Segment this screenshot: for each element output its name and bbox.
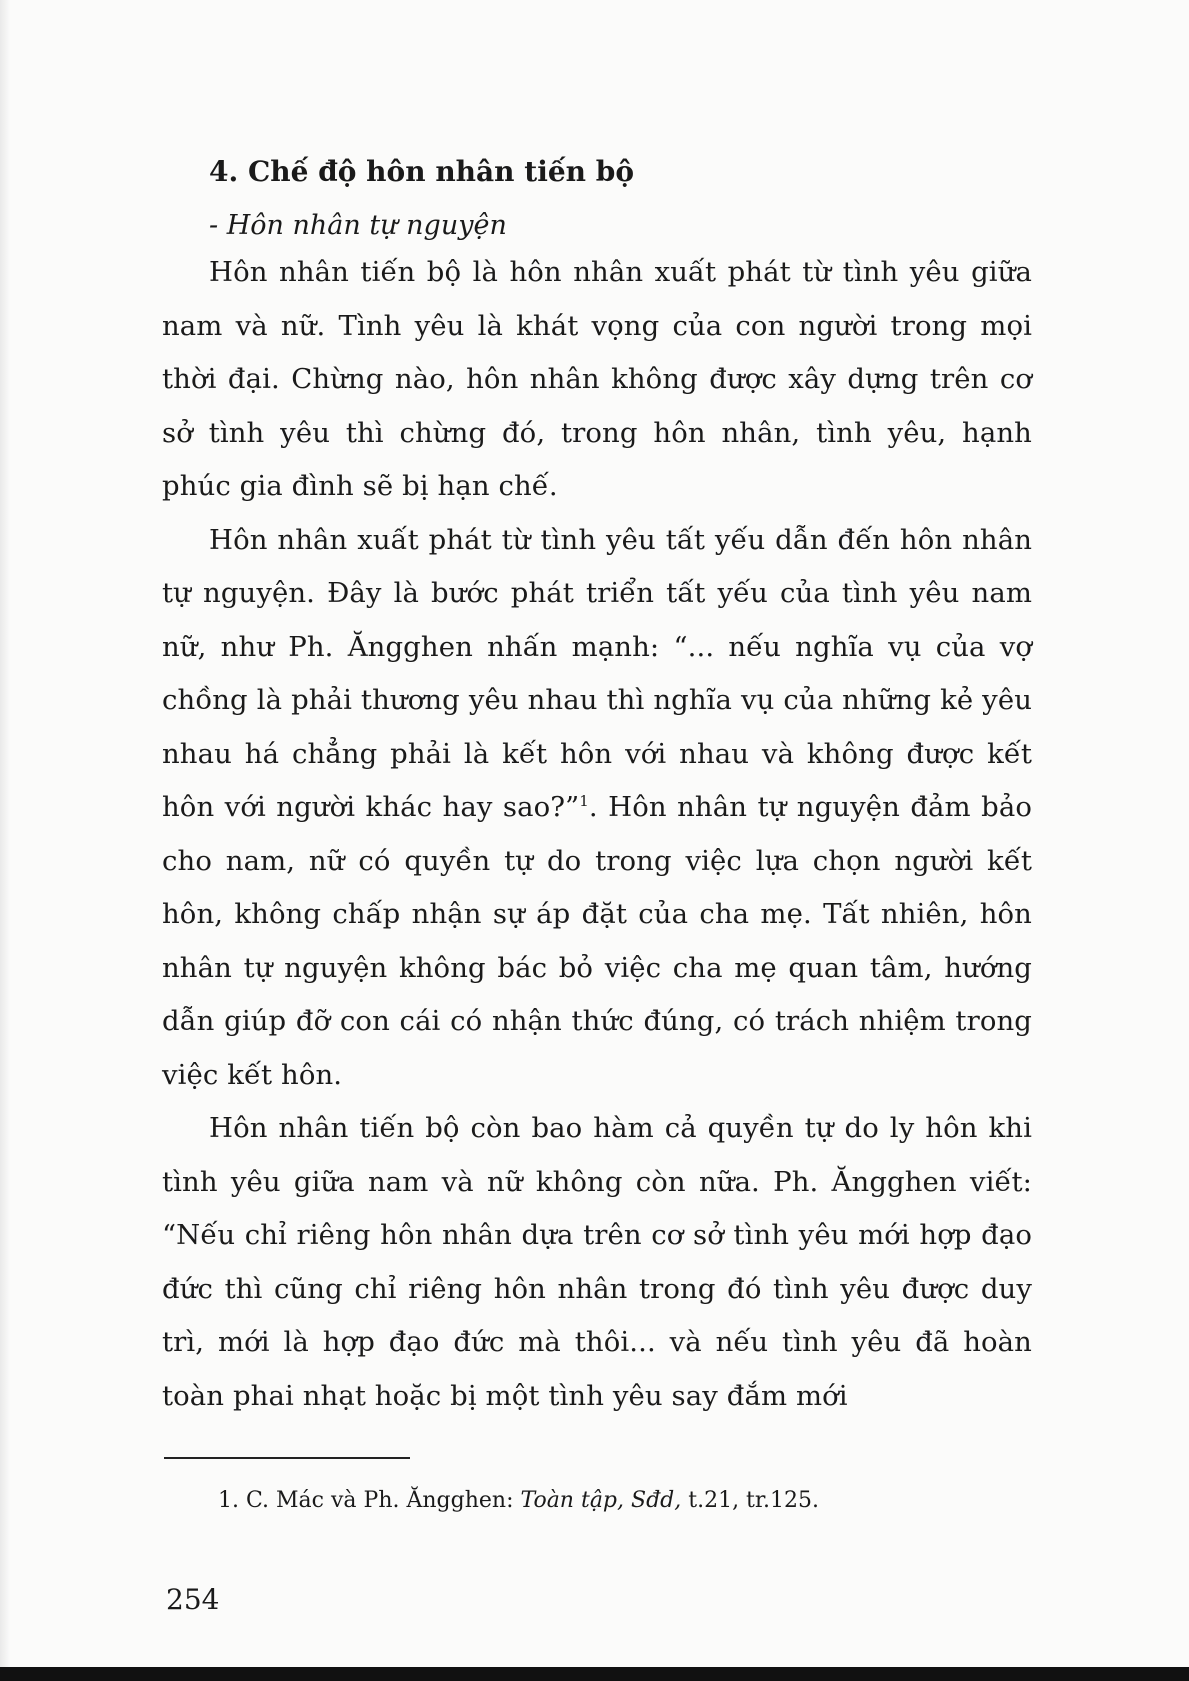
footnote-location: t.21, tr.125. [688, 1488, 819, 1513]
paragraph-2 [162, 514, 1032, 1103]
section-heading: 4. Chế độ hôn nhân tiến bộ [209, 155, 635, 188]
footnote-work-title: Toàn tập, Sđd, [520, 1488, 682, 1513]
section-subheading: - Hôn nhân tự nguyện [209, 210, 507, 241]
paragraph-2-part-1: Hôn nhân xuất phát từ tình yêu tất yếu dẫn đến hôn nhân tự nguyện. Đây là bước phát triển tất yếu của tình yêu nam nữ, như Ph. Ăngghen nhấn mạnh: “... nếu nghĩa vụ của vợ chồng là phải thương yêu nhau thì nghĩa vụ của những kẻ yêu nhau há chẳng phải là kết hôn với nhau và không được kết hôn với người khác hay sao?” [162, 523, 1032, 823]
footnote-marker: 1 [579, 791, 589, 810]
paragraph-3: Hôn nhân tiến bộ còn bao hàm cả quyền tự do ly hôn khi tình yêu giữa nam và nữ không còn nữa. Ph. Ăngghen viết: “Nếu chỉ riêng hôn nhân dựa trên cơ sở tình yêu mới hợp đạo đức thì cũng chỉ riêng hôn nhân trong đó tình yêu được duy trì, mới là hợp đạo đức mà thôi... và nếu tình yêu đã hoàn toàn phai nhạt hoặc bị một tình yêu say đắm mới [162, 1112, 1032, 1412]
footnote-number: 1. [218, 1488, 239, 1513]
scan-bottom-edge [0, 1667, 1189, 1681]
paragraph-2-part-2: . Hôn nhân tự nguyện đảm bảo cho nam, nữ có quyền tự do trong việc lựa chọn người kết hôn, không chấp nhận sự áp đặt của cha mẹ. Tất nhiên, hôn nhân tự nguyện không bác bỏ việc cha mẹ quan tâm, hướng dẫn giúp đỡ con cái có nhận thức đúng, có trách nhiệm trong việc kết hôn. [162, 791, 1032, 1091]
footnote-separator [164, 1457, 410, 1459]
paragraph-1: Hôn nhân tiến bộ là hôn nhân xuất phát từ tình yêu giữa nam và nữ. Tình yêu là khát vọng của con người trong mọi thời đại. Chừng nào, hôn nhân không được xây dựng trên cơ sở tình yêu thì chừng đó, trong hôn nhân, tình yêu, hạnh phúc gia đình sẽ bị hạn chế. [162, 256, 1032, 502]
page-edge-shadow [0, 0, 10, 1681]
page-number: 254 [166, 1583, 220, 1616]
page-content [162, 140, 1032, 1423]
footnote [218, 1486, 819, 1516]
footnote-authors: C. Mác và Ph. Ăngghen: [246, 1488, 514, 1513]
